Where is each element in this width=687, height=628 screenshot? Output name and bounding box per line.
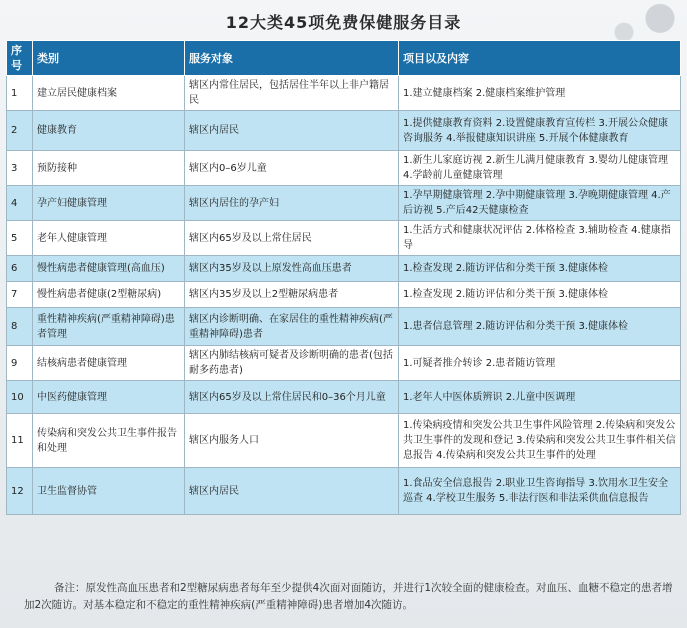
cell-category: 预防接种 — [33, 151, 185, 186]
table-row — [7, 308, 681, 346]
cell-target: 辖区内居民 — [185, 468, 399, 515]
header-category: 类别 — [33, 41, 185, 76]
cell-content: 1.老年人中医体质辨识 2.儿童中医调理 — [399, 381, 681, 414]
cell-target: 辖区内35岁及以上原发性高血压患者 — [185, 256, 399, 282]
cell-category: 结核病患者健康管理 — [33, 346, 185, 381]
cell-content: 1.提供健康教育资料 2.设置健康教育宣传栏 3.开展公众健康咨询服务 4.举报健康知识讲座 5.开展个体健康教育 — [399, 111, 681, 151]
cell-no: 8 — [7, 308, 33, 346]
cell-content: 1.传染病疫情和突发公共卫生事件风险管理 2.传染病和突发公共卫生事件的发现和登记 3.传染病和突发公共卫生事件相关信息报告 4.传染病和突发公共卫生事件的处理 — [399, 414, 681, 468]
cell-content: 1.孕早期健康管理 2.孕中期健康管理 3.孕晚期健康管理 4.产后访视 5.产后42天健康检查 — [399, 186, 681, 221]
cell-target: 辖区内65岁及以上常住居民 — [185, 221, 399, 256]
cell-category: 传染病和突发公共卫生事件报告和处理 — [33, 414, 185, 468]
cell-category: 慢性病患者健康(2型糖尿病) — [33, 282, 185, 308]
cell-target: 辖区内居民 — [185, 111, 399, 151]
cell-no: 2 — [7, 111, 33, 151]
cell-target: 辖区内0–6岁儿童 — [185, 151, 399, 186]
table-body — [7, 76, 681, 515]
service-table-container — [6, 40, 681, 515]
table-row — [7, 346, 681, 381]
table-row — [7, 256, 681, 282]
cell-no: 12 — [7, 468, 33, 515]
header-target: 服务对象 — [185, 41, 399, 76]
table-row — [7, 381, 681, 414]
header-no: 序号 — [7, 41, 33, 76]
cell-content: 1.检查发现 2.随访评估和分类干预 3.健康体检 — [399, 256, 681, 282]
cell-no: 7 — [7, 282, 33, 308]
table-row — [7, 468, 681, 515]
cell-no: 5 — [7, 221, 33, 256]
cell-content: 1.食品安全信息报告 2.职业卫生咨询指导 3.饮用水卫生安全巡查 4.学校卫生服务 5.非法行医和非法采供血信息报告 — [399, 468, 681, 515]
table-row — [7, 414, 681, 468]
cell-content: 1.可疑者推介转诊 2.患者随访管理 — [399, 346, 681, 381]
cell-category: 健康教育 — [33, 111, 185, 151]
cell-content: 1.新生儿家庭访视 2.新生儿满月健康教育 3.婴幼儿健康管理 4.学龄前儿童健康管理 — [399, 151, 681, 186]
cell-no: 10 — [7, 381, 33, 414]
cell-no: 9 — [7, 346, 33, 381]
cell-content: 1.检查发现 2.随访评估和分类干预 3.健康体检 — [399, 282, 681, 308]
page-title: 12大类45项免费保健服务目录 — [225, 13, 462, 32]
table-row — [7, 111, 681, 151]
table-row — [7, 221, 681, 256]
header-content: 项目以及内容 — [399, 41, 681, 76]
cell-no: 3 — [7, 151, 33, 186]
cell-no: 11 — [7, 414, 33, 468]
cell-target: 辖区内肺结核病可疑者及诊断明确的患者(包括耐多药患者) — [185, 346, 399, 381]
cell-target: 辖区内65岁及以上常住居民和0–36个月儿童 — [185, 381, 399, 414]
cell-no: 4 — [7, 186, 33, 221]
cell-target: 辖区内诊断明确、在家居住的重性精神疾病(严重精神障碍)患者 — [185, 308, 399, 346]
cell-target: 辖区内服务人口 — [185, 414, 399, 468]
table-row — [7, 151, 681, 186]
cell-category: 中医药健康管理 — [33, 381, 185, 414]
service-table — [6, 40, 681, 515]
cell-content: 1.生活方式和健康状况评估 2.体格检查 3.辅助检查 4.健康指导 — [399, 221, 681, 256]
cell-category: 重性精神疾病(严重精神障碍)患者管理 — [33, 308, 185, 346]
cell-no: 6 — [7, 256, 33, 282]
table-header-row — [7, 41, 681, 76]
cell-category: 慢性病患者健康管理(高血压) — [33, 256, 185, 282]
cell-category: 老年人健康管理 — [33, 221, 185, 256]
cell-target: 辖区内居住的孕产妇 — [185, 186, 399, 221]
cell-category: 孕产妇健康管理 — [33, 186, 185, 221]
cell-content: 1.建立健康档案 2.健康档案维护管理 — [399, 76, 681, 111]
cell-content: 1.患者信息管理 2.随访评估和分类干预 3.健康体检 — [399, 308, 681, 346]
footnote: 备注：原发性高血压患者和2型糖尿病患者每年至少提供4次面对面随访，并进行1次较全面的健康检查。对血压、血糖不稳定的患者增加2次随访。对基本稳定和不稳定的重性精神疾病(严重精神障碍)患者增加4次随访。 — [24, 582, 673, 611]
cell-category: 建立居民健康档案 — [33, 76, 185, 111]
table-row — [7, 186, 681, 221]
cell-target: 辖区内常住居民，包括居住半年以上非户籍居民 — [185, 76, 399, 111]
table-row — [7, 76, 681, 111]
cell-no: 1 — [7, 76, 33, 111]
table-row — [7, 282, 681, 308]
cell-category: 卫生监督协管 — [33, 468, 185, 515]
cell-target: 辖区内35岁及以上2型糖尿病患者 — [185, 282, 399, 308]
